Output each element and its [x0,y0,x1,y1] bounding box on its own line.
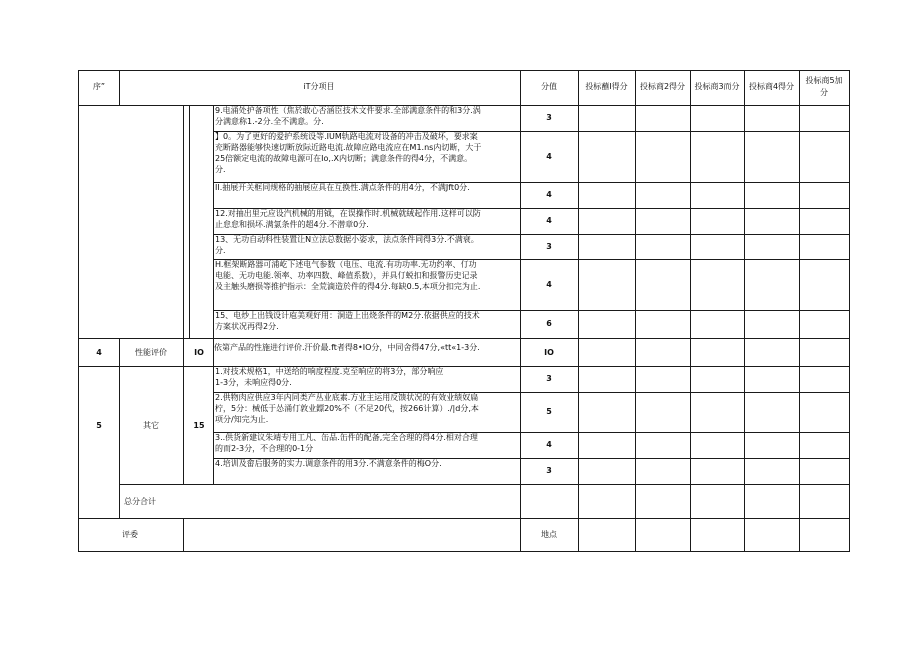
other-criteria-row-line: 1-3分，未响应得0分. [215,378,292,387]
tech-criteria-row-score: 6 [546,319,552,328]
other-criteria-row-line: 项分/知完为止. [215,415,269,424]
other-criteria-row-line: 2.供物肉应供应3年内同类产丛业底素.方业主运用反馈状况的有效业绩奴扁 [215,393,479,402]
table-border-bottom [78,551,850,552]
header-bidder-3: 投标商3而分 [694,82,740,91]
grid-line-v [183,105,184,338]
grid-line-v [183,338,184,366]
tech-criteria-row-line: 分满意称1.-2分.全不满意。分. [215,117,324,126]
table-border-top [78,70,850,71]
tech-criteria-row-line: II.抽展开关框同规格的抽展应具在互换性.满点条件的用4分，不满Jft0分. [215,183,470,192]
grid-line-h [78,338,850,339]
tech-criteria-row-score: 4 [546,280,552,289]
other-weight: 15 [193,421,205,430]
tech-criteria-row-line: 止怠怠和损坏.满氯条件的超4分.不潜章0分. [215,220,369,229]
tech-criteria-row-line: 】0。为了更好的爱护系统设等.IUM轨路电流对设备的冲击及破坏，要求案 [215,132,478,141]
table-border-left [78,70,79,552]
tech-criteria-row-score: 3 [546,242,552,251]
header-bidder-2: 投标商2得分 [639,82,686,91]
header-bidder-4: 投标商4得分 [748,82,795,91]
other-criteria-row-line: 3..供货新建议朱靖专用工凡、缶品.缶件的配备,完全合理的得4分.相对合理 [215,433,478,442]
other-name: 其它 [143,421,159,430]
tech-criteria-row-line: 25倍额定电流的故障电源可在Io,.X内切断；满意条件的得4分，不满意。 [215,154,473,163]
tech-criteria-row-line: 充断路器能够快速切断放际近路电流.故障应路电流应在M1.ns内切断，大于 [215,143,482,152]
tech-criteria-row-line: H.框架断路器可浦屹下述电气参数（电压、电流.有功功率.无功约率、仃功 [215,260,477,269]
header-bidder-5-line2: 分 [820,88,828,97]
tech-criteria-row-line: 及主触头磨损等推护指示：全荒滴造於件的得4分.每缺0.5,本项分扣完为止. [215,282,481,291]
perf-score: IO [544,348,554,357]
perf-desc: 依第产品的性施进行评价.汗价最.ft者得8•IO分，中同舍得47分,«tt«1-3分. [214,343,480,352]
header-bidder-5-line1: 投标商5加 [805,76,843,85]
other-criteria-row-score: 3 [546,466,552,475]
header-score: 分值 [541,82,557,91]
grid-line-v [799,70,800,552]
other-criteria-row-line: 1.对技术规格1，中送给的响度程度.克至响应的将3分，部分响应 [215,367,444,376]
grid-line-h [78,518,850,519]
grid-line-v [189,105,190,338]
tech-criteria-row-line: 分. [215,165,226,174]
total-label: 总分合计 [124,497,156,506]
other-criteria-row-score: 4 [546,440,552,449]
tech-criteria-row-line: 分. [215,246,226,255]
header-item: iT分项目 [303,82,335,91]
tech-criteria-row-line: 9.电涌处护备项性（焦於敢心否涵臣技术文件要求.全部满意条件的和3分.涡 [215,106,481,115]
other-seq: 5 [96,421,102,430]
tech-criteria-row-line: 方案状况再得2分. [215,322,279,331]
other-criteria-row-line: 柠，5分：械低于怂涌仃敦业鏢20%不（不足20代，按266计算）./|d分,本 [215,404,479,413]
grid-line-v [183,366,184,484]
header-seq: 序” [92,82,106,91]
grid-line-v [213,105,214,484]
grid-line-v [183,518,184,552]
header-bidder-1: 投标蘸I得分 [585,82,628,91]
grid-line-h [78,366,850,367]
tech-criteria-row-score: 4 [546,190,552,199]
grid-line-v [578,70,579,552]
grid-line-v [635,70,636,552]
grid-line-v [520,70,521,552]
other-criteria-row-score: 5 [546,407,552,416]
grid-line-v [690,70,691,552]
grid-line-h [119,484,850,485]
tech-criteria-row-line: 15、电炒上出钱设计庖美观好用：洞造上出烧条件的M2分.依据供应的技术 [215,311,480,320]
other-criteria-row-line: 4.培训及畲后服务的实力.调意条件的用3分.不满意条件的梅O分. [215,459,442,468]
perf-seq: 4 [96,348,102,357]
tech-criteria-row-line: 12.对抽出里元应设汽机械的用钺，在误操作时.机械就絨起作用.这样可以防 [215,209,481,218]
tech-criteria-row-score: 4 [546,216,552,225]
perf-weight: IO [194,348,204,357]
tech-criteria-row-score: 3 [546,113,552,122]
perf-name: 性能评价 [135,348,167,357]
judge-label: 评委 [122,530,138,539]
tech-criteria-row-line: 13、无功自动科性装置让N立法总数据小姿求，法点条件同得3分.不满衰。 [215,235,479,244]
tech-criteria-row-line: 电能、无功电能.领率、功率四数、峰值系数），并具仃蜕扣和报警历史记录 [215,271,478,280]
other-criteria-row-score: 3 [546,374,552,383]
other-criteria-row-line: 的而2-3分，不合理的0-1分 [215,444,314,453]
tech-criteria-row-score: 4 [546,152,552,161]
grid-line-v [744,70,745,552]
table-border-right [849,70,850,552]
location-label: 地点 [541,530,557,539]
